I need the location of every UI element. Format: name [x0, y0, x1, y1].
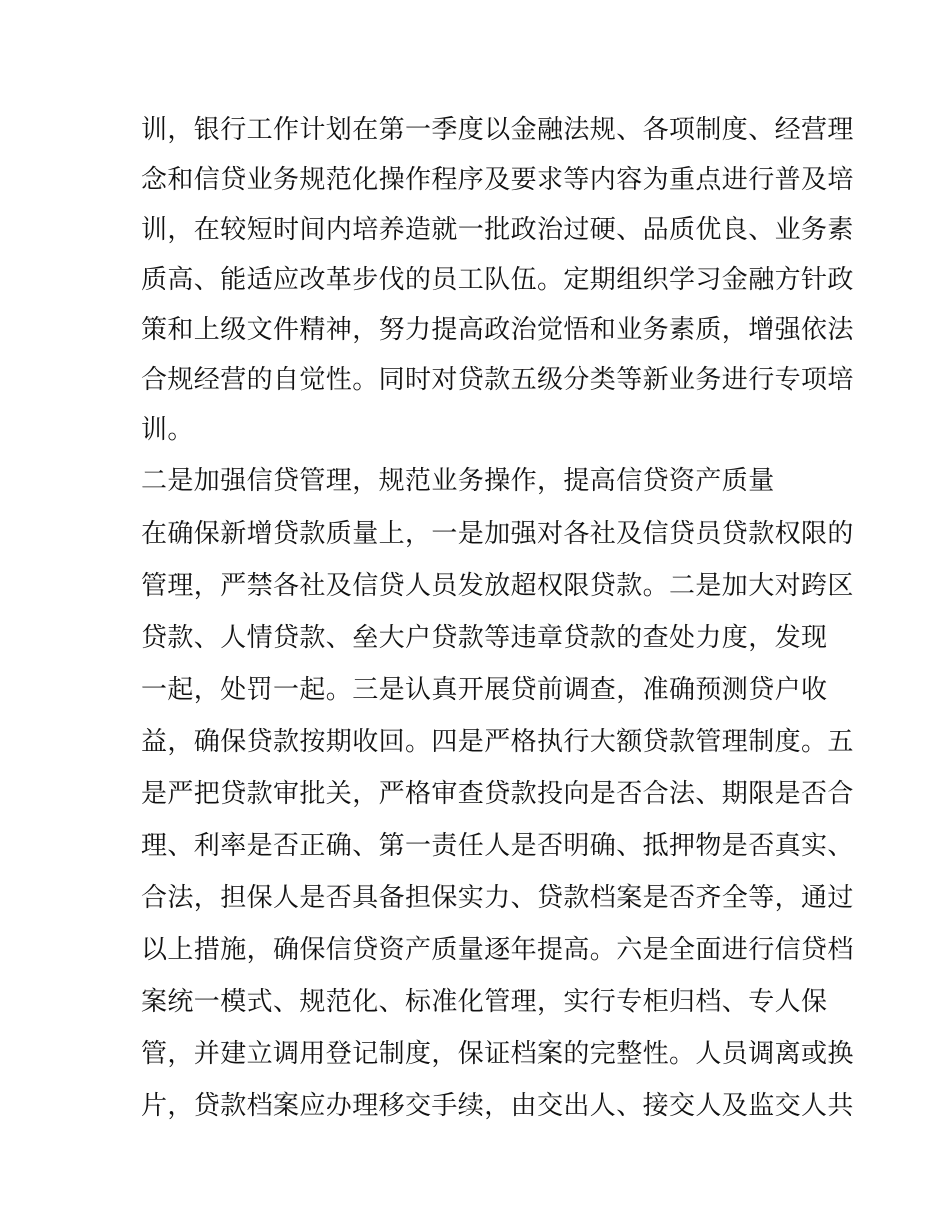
section-heading: 二是加强信贷管理，规范业务操作，提高信贷资产质量 [141, 466, 775, 496]
text-line: 片，贷款档案应办理移交手续，由交出人、接交人及监交人共 [141, 1091, 854, 1121]
text-line: 管，并建立调用登记制度，保证档案的完整性。人员调离或换 [141, 1039, 854, 1069]
text-line: 念和信贷业务规范化操作程序及要求等内容为重点进行普及培 [141, 165, 854, 195]
text-line: 合法，担保人是否具备担保实力、贷款档案是否齐全等，通过 [141, 883, 854, 913]
text-line: 益，确保贷款按期收回。四是严格执行大额贷款管理制度。五 [141, 727, 854, 757]
text-line: 在确保新增贷款质量上，一是加强对各社及信贷员贷款权限的 [141, 519, 854, 549]
text-line: 训，银行工作计划在第一季度以金融法规、各项制度、经营理 [141, 115, 854, 145]
text-line: 质高、能适应改革步伐的员工队伍。定期组织学习金融方针政 [141, 265, 854, 295]
text-line: 案统一模式、规范化、标准化管理，实行专柜归档、专人保 [141, 987, 828, 1017]
text-line: 训。 [141, 415, 194, 445]
text-line: 策和上级文件精神，努力提高政治觉悟和业务素质，增强依法 [141, 315, 854, 345]
text-line: 理、利率是否正确、第一责任人是否明确、抵押物是否真实、 [141, 831, 854, 861]
text-line: 训，在较短时间内培养造就一批政治过硬、品质优良、业务素 [141, 215, 854, 245]
text-line: 合规经营的自觉性。同时对贷款五级分类等新业务进行专项培 [141, 365, 854, 395]
text-line: 管理，严禁各社及信贷人员发放超权限贷款。二是加大对跨区 [141, 571, 854, 601]
text-line: 以上措施，确保信贷资产质量逐年提高。六是全面进行信贷档 [141, 935, 854, 965]
text-line: 是严把贷款审批关，严格审查贷款投向是否合法、期限是否合 [141, 779, 854, 809]
text-line: 一起，处罚一起。三是认真开展贷前调查，准确预测贷户收 [141, 675, 828, 705]
text-line: 贷款、人情贷款、垒大户贷款等违章贷款的查处力度，发现 [141, 623, 828, 653]
